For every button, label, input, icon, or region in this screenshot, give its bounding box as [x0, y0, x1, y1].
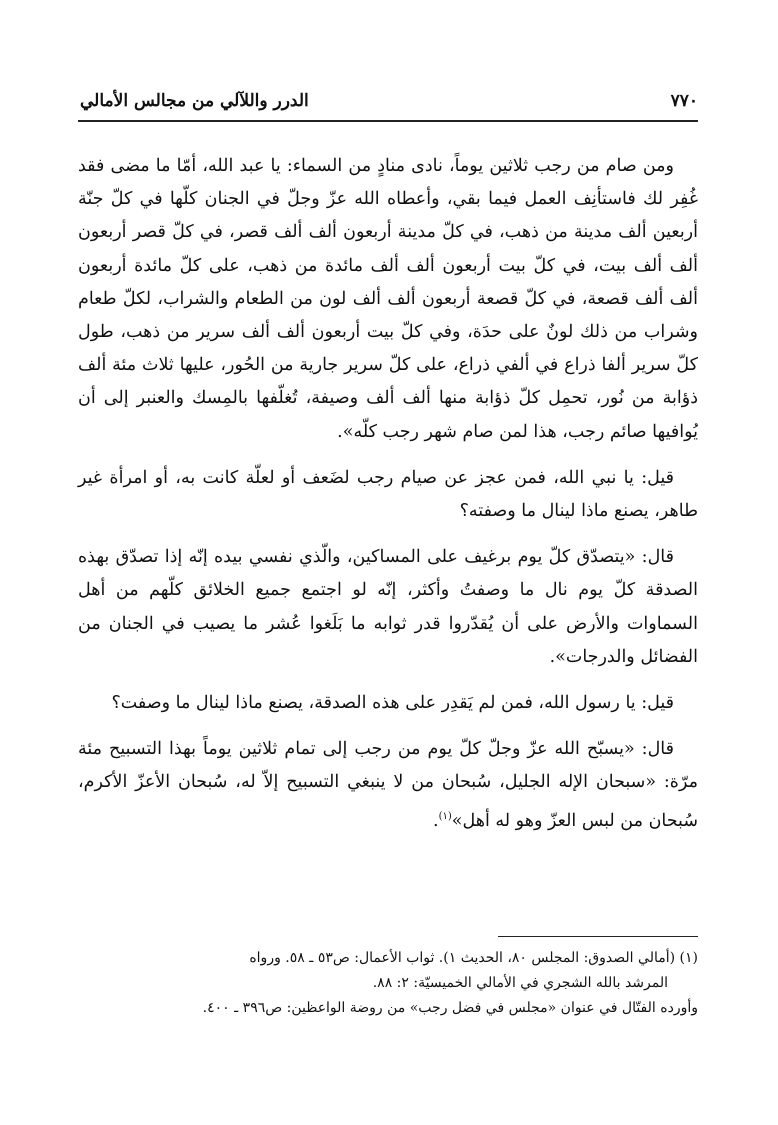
paragraph: قال: «يسبّح الله عزّ وجلّ كلّ يوم من رجب إلى تمام ثلاثين يوماً بهذا التسبيح مئة مرّة: «سبحان الإله الجليل، سُبحان من لا ينبغي التسبيح إلاّ له، سُبحان الأعزّ الأكرم، سُبحان من لبس العزّ وهو له أهل»: [78, 739, 698, 831]
header-rule: [78, 120, 698, 122]
main-text: [78, 150, 698, 851]
footnote-rule: [498, 936, 698, 937]
footnote-line: وأورده الفتّال في عنوان «مجلس في فضل رجب» من روضة الواعظين: ص٣٩٦ ـ ٤٠٠.: [202, 1000, 698, 1016]
paragraph-with-footnote: [78, 733, 698, 837]
running-header: [80, 86, 698, 116]
book-title: الدرر واللآلي من مجالس الأمالي: [80, 91, 309, 111]
paragraph: قيل: يا نبي الله، فمن عجز عن صيام رجب لضَعف أو لعلّة كانت به، أو امرأة غير طاهر، يصنع ماذا لينال ما وصفته؟: [78, 467, 698, 522]
footnotes: [78, 946, 698, 1021]
page-number: ٧٧٠: [670, 91, 698, 111]
paragraph: قال: «يتصدّق كلّ يوم برغيف على المساكين، والّذي نفسي بيده إنّه إذا تصدّق بهذه الصدقة كلّ يوم نال ما وصفتُ وأكثر، إنّه لو اجتمع جميع الخلائق كلّهم من أهل السماوات والأرض على أن يُقدّروا قدر ثوابه ما بَلَغوا عُشر ما يصيب في الجنان من الفضائل والدرجات».: [78, 547, 698, 667]
footnote-marker[interactable]: (١): [438, 810, 452, 822]
paragraph-end: .: [433, 810, 439, 831]
paragraph: ومن صام من رجب ثلاثين يوماً، نادى منادٍ من السماء: يا عبد الله، أمّا ما مضى فقد غُفِر لك فاستأنِف العمل فيما بقي، وأعطاه الله عزّ وجلّ في الجنان كلّها في كلّ جنّة أربعين ألف مدينة من ذهب، في كلّ مدينة أربعون ألف ألف قصر، في كلّ قصر أربعون ألف ألف بيت، في كلّ بيت أربعون ألف ألف مائدة من ذهب، على كلّ مائدة أربعون ألف ألف قصعة، في كلّ قصعة أربعون ألف ألف لون من الطعام والشراب، لكلّ طعام وشراب من ذلك لونٌ على حدَة، وفي كلّ بيت أربعون ألف ألف سرير من ذهب، طول كلّ سرير ألفا ذراع في ألفي ذراع، على كلّ سرير جارية من الحُور، عليها ثلاث مئة ألف ذؤابة من نُور، تحمِل كلّ ذؤابة منها ألف ألف وصيفة، تُغلّفها بالمِسك والعنبر إلى أن يُوافيها صائم رجب، هذا لمن صام شهر رجب كلّه».: [78, 156, 698, 442]
footnote-line: (١) (أمالي الصدوق: المجلس ٨٠، الحديث ١). ثواب الأعمال: ص٥٣ ـ ٥٨. ورواه: [249, 950, 698, 966]
footnote-line: المرشد بالله الشجري في الأمالي الخميسيّة: ٢: ٨٨.: [372, 975, 668, 991]
paragraph: قيل: يا رسول الله، فمن لم يَقدِر على هذه الصدقة، يصنع ماذا لينال ما وصفت؟: [111, 693, 674, 714]
